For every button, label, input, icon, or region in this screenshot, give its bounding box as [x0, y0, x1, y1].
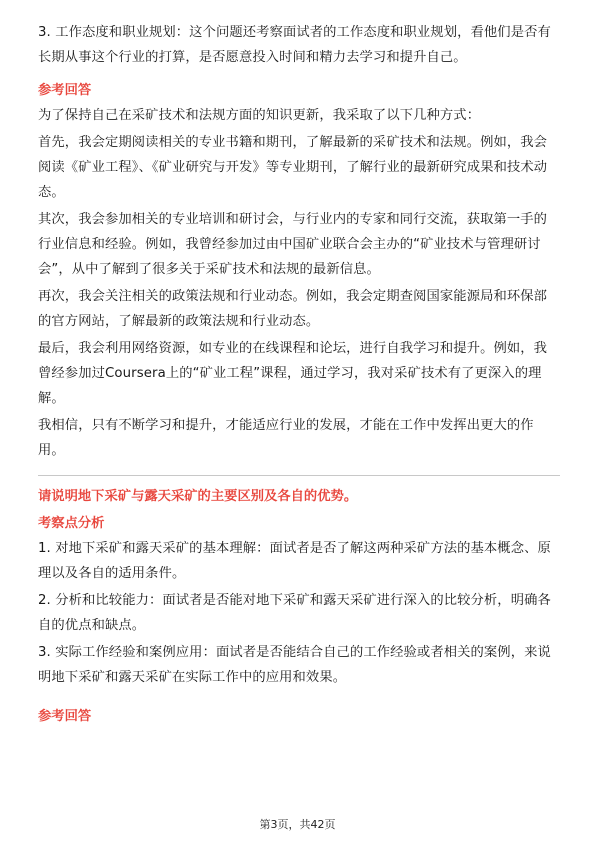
- q2-point-2: 2. 分析和比较能力：面试者是否能对地下采矿和露天采矿进行深入的比较分析，明确各自的优点和缺点。: [38, 593, 551, 633]
- answer-intro: 为了保持自己在采矿技术和法规方面的知识更新，我采取了以下几种方式：: [38, 108, 481, 123]
- question-title: 请说明地下采矿与露天采矿的主要区别及各自的优势。: [38, 489, 358, 504]
- answer-second: 其次，我会参加相关的专业培训和研讨会，与行业内的专家和同行交流，获取第一手的行业信息和经验。例如，我曾经参加过由中国矿业联合会主办的“矿业技术与管理研讨会”，从中了解到了很多关于采矿技术和法规的最新信息。: [38, 212, 548, 277]
- analysis-point-3: 3. 工作态度和职业规划：这个问题还考察面试者的工作态度和职业规划，看他们是否有长期从事这个行业的打算，是否愿意投入时间和精力去学习和提升自己。: [38, 25, 551, 65]
- analysis-heading: 考察点分析: [38, 516, 105, 531]
- page-number: 第3页，共42页: [259, 818, 336, 831]
- reference-answer-heading: 参考回答: [38, 83, 92, 98]
- q2-reference-answer-heading: 参考回答: [38, 709, 92, 724]
- answer-first: 首先，我会定期阅读相关的专业书籍和期刊，了解最新的采矿技术和法规。例如，我会阅读《矿业工程》、《矿业研究与开发》等专业期刊，了解行业的最新研究成果和技术动态。: [38, 135, 548, 200]
- answer-last: 最后，我会利用网络资源，如专业的在线课程和论坛，进行自我学习和提升。例如，我曾经参加过Coursera上的“矿业工程”课程，通过学习，我对采矿技术有了更深入的理解。: [38, 341, 548, 406]
- q2-point-1: 1. 对地下采矿和露天采矿的基本理解：面试者是否了解这两种采矿方法的基本概念、原理以及各自的适用条件。: [38, 541, 551, 581]
- document-page: [38, 20, 560, 729]
- section-divider: [38, 475, 560, 476]
- answer-conclusion: 我相信，只有不断学习和提升，才能适应行业的发展，才能在工作中发挥出更大的作用。: [38, 418, 534, 458]
- answer-third: 再次，我会关注相关的政策法规和行业动态。例如，我会定期查阅国家能源局和环保部的官方网站，了解最新的政策法规和行业动态。: [38, 289, 548, 329]
- q2-point-3: 3. 实际工作经验和案例应用：面试者是否能结合自己的工作经验或者相关的案例，来说明地下采矿和露天采矿在实际工作中的应用和效果。: [38, 645, 551, 685]
